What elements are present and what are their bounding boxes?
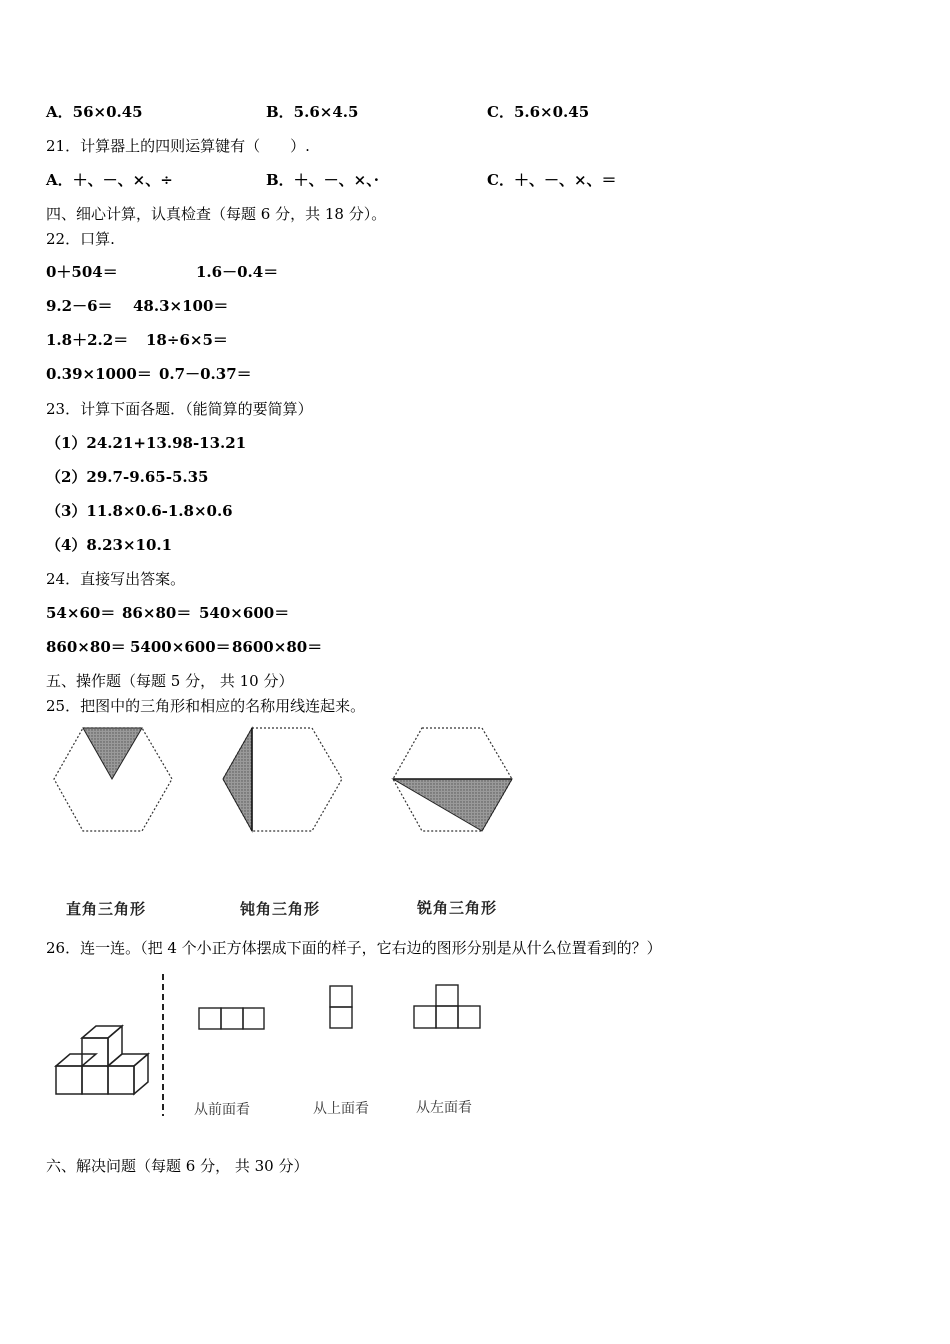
calc-item: （4）8.23×10.1 xyxy=(46,536,173,554)
oral-calc-item: 48.3×100＝ xyxy=(133,297,229,315)
label-right-triangle: 直角三角形 xyxy=(66,900,147,918)
view-top-shape xyxy=(330,986,352,1028)
oral-calc-item: 9.2－6＝ xyxy=(46,297,113,315)
section-5-title: 五、操作题（每题 5 分， 共 10 分） xyxy=(46,672,294,690)
question-21-option-a: A．＋、－、×、÷ xyxy=(46,171,173,189)
question-26-stem: 26．连一连。（把 4 个小正方体摆成下面的样子，它右边的图形分别是从什么位置看到的？） xyxy=(46,939,662,957)
oral-calc-item: 18÷6×5＝ xyxy=(146,331,228,349)
answer-item: 860×80＝ xyxy=(46,638,126,656)
section-4-title: 四、细心计算，认真检查（每题 6 分，共 18 分）。 xyxy=(46,205,387,223)
question-21-option-b: B．＋、－、×、· xyxy=(266,171,379,189)
question-21-option-c: C．＋、－、×、＝ xyxy=(487,171,617,189)
question-23-stem: 23．计算下面各题．（能简算的要简算） xyxy=(46,400,313,418)
label-left-view: 从左面看 xyxy=(416,1100,472,1116)
hexagon-3 xyxy=(393,728,512,831)
cube-stack xyxy=(56,1026,148,1094)
oral-calc-item: 0＋504＝ xyxy=(46,263,118,281)
view-left-shape xyxy=(414,985,480,1028)
option-b: B．5.6×4.5 xyxy=(266,103,359,121)
question-21-stem: 21．计算器上的四则运算键有（ ）. xyxy=(46,137,310,155)
oral-calc-item: 1.6－0.4＝ xyxy=(196,263,279,281)
calc-item: （3）11.8×0.6-1.8×0.6 xyxy=(46,502,233,520)
label-front-view: 从前面看 xyxy=(194,1102,250,1118)
answer-item: 54×60＝ xyxy=(46,604,116,622)
oral-calc-item: 0.7－0.37＝ xyxy=(159,365,252,383)
option-c: C．5.6×0.45 xyxy=(487,103,590,121)
answer-item: 5400×600＝ xyxy=(130,638,231,656)
hexagon-1 xyxy=(54,728,172,831)
hexagon-figures xyxy=(40,720,520,840)
answer-item: 540×600＝ xyxy=(199,604,290,622)
label-acute-triangle: 锐角三角形 xyxy=(417,899,498,917)
oral-calc-item: 1.8＋2.2＝ xyxy=(46,331,129,349)
hexagon-2 xyxy=(223,728,342,831)
calc-item: （2）29.7-9.65-5.35 xyxy=(46,468,209,486)
answer-item: 86×80＝ xyxy=(122,604,192,622)
oral-calc-item: 0.39×1000＝ xyxy=(46,365,152,383)
view-front-shape xyxy=(199,1008,264,1029)
question-22-stem: 22．口算. xyxy=(46,230,115,248)
section-6-title: 六、解决问题（每题 6 分， 共 30 分） xyxy=(46,1157,309,1175)
label-obtuse-triangle: 钝角三角形 xyxy=(240,900,321,918)
calc-item: （1）24.21+13.98-13.21 xyxy=(46,434,247,452)
question-24-stem: 24．直接写出答案。 xyxy=(46,570,186,588)
label-top-view: 从上面看 xyxy=(313,1101,369,1117)
question-25-stem: 25．把图中的三角形和相应的名称用线连起来。 xyxy=(46,697,366,715)
option-a: A．56×0.45 xyxy=(46,103,143,121)
answer-item: 8600×80＝ xyxy=(232,638,323,656)
